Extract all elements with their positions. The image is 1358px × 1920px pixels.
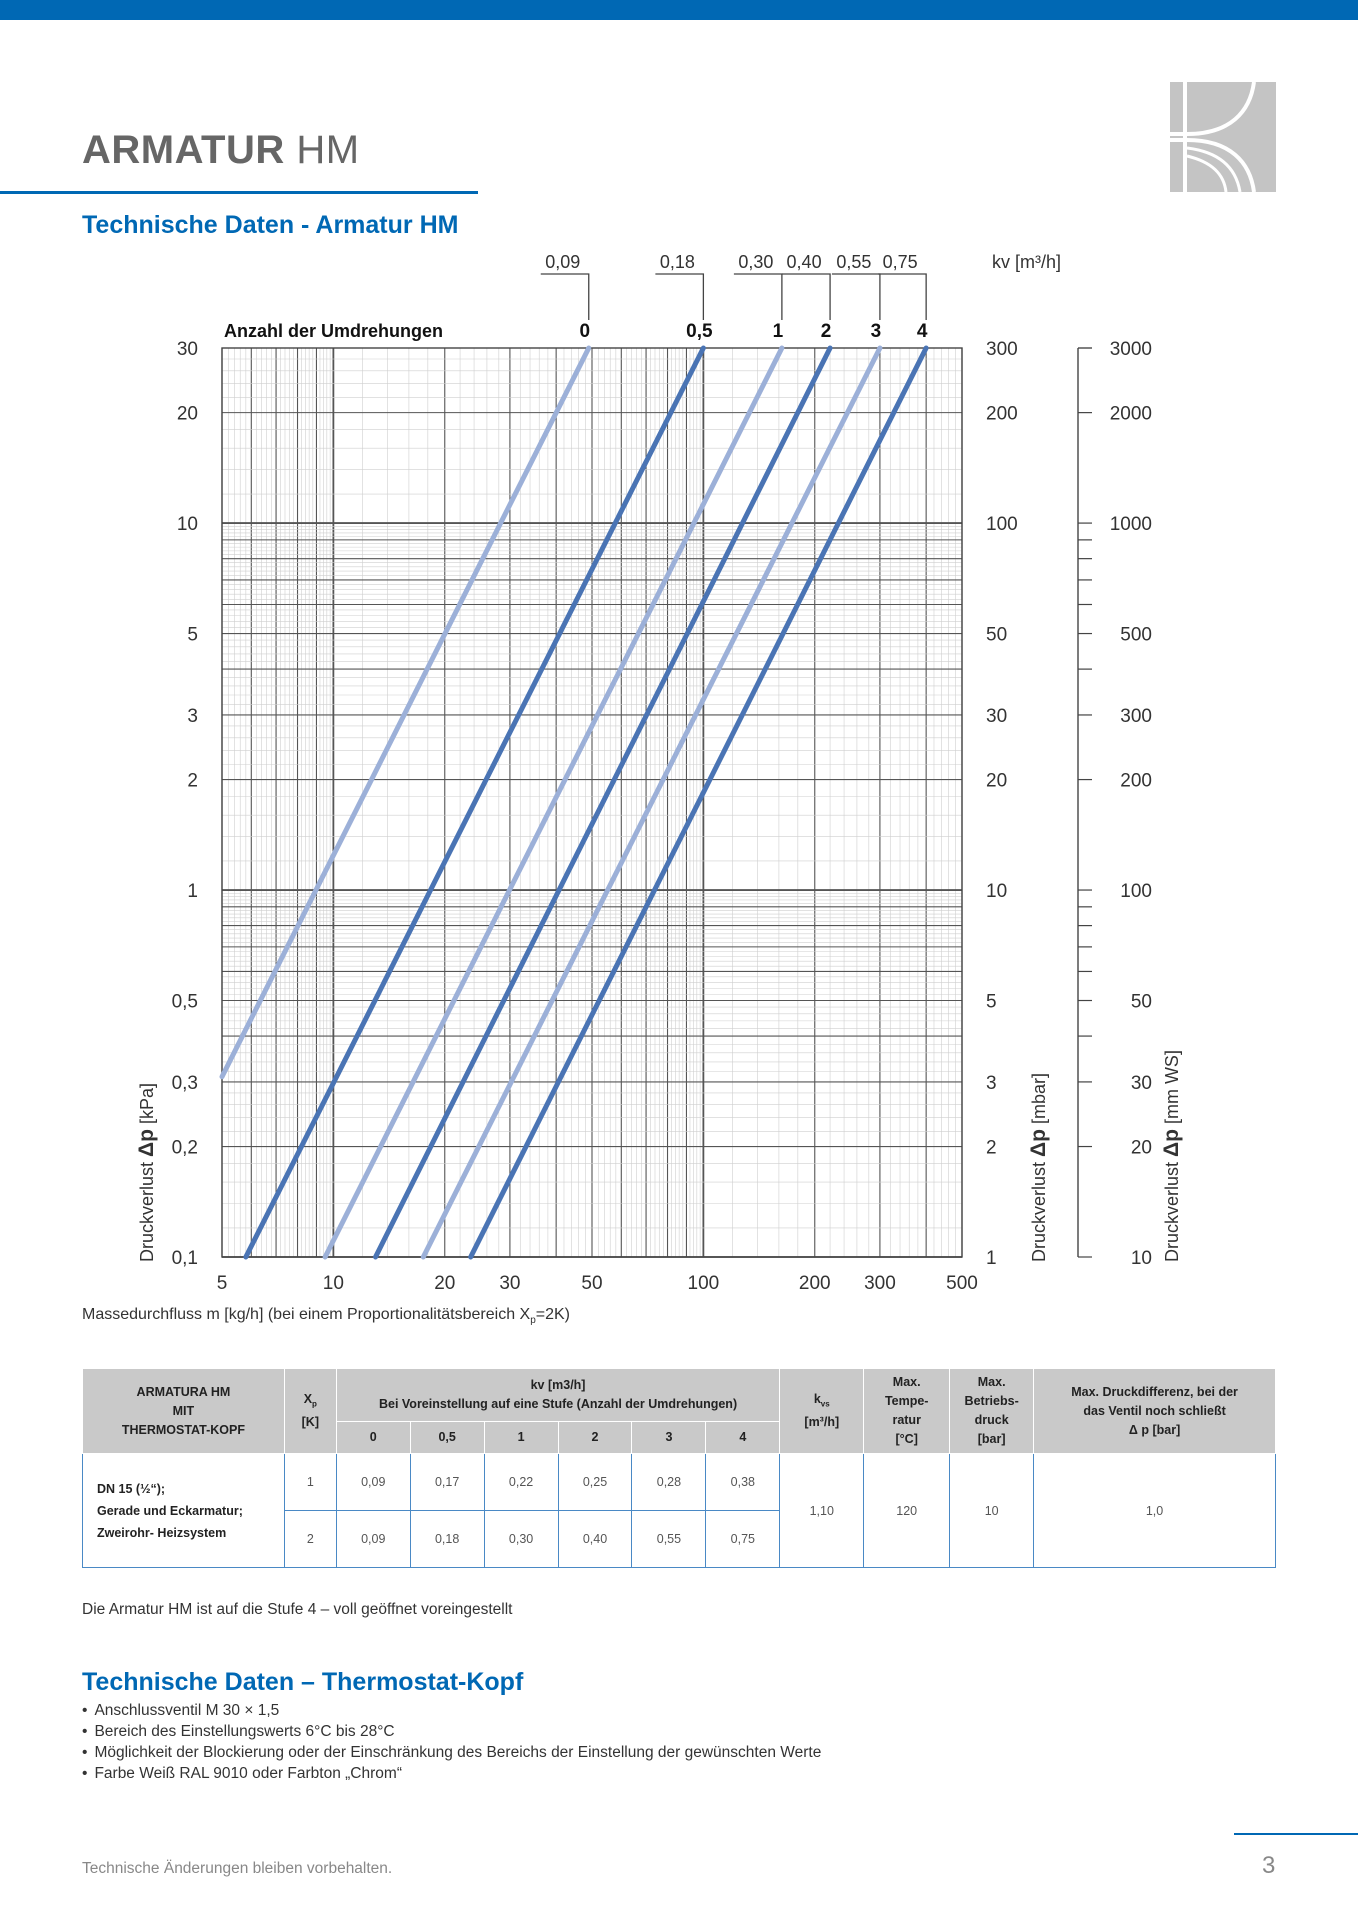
kv-leader-line bbox=[878, 274, 926, 320]
y-tick-label-mbar: 3 bbox=[986, 1072, 997, 1094]
x-tick-label: 50 bbox=[581, 1273, 603, 1294]
x-tick-label: 20 bbox=[434, 1273, 456, 1294]
kv-label: 0,18 bbox=[659, 252, 695, 272]
y-tick-label-mbar: 100 bbox=[986, 514, 1018, 536]
x-tick-label: 5 bbox=[216, 1273, 228, 1294]
header-druckdifferenz: Max. Druckdifferenz, bei der das Ventil noch schließt Δ p [bar] bbox=[1034, 1369, 1276, 1454]
y-tick-label-mbar: 2 bbox=[986, 1137, 997, 1159]
header-kvs: $k_{vs}$ [m³/h] bbox=[780, 1369, 864, 1454]
header-step: 0,5 bbox=[410, 1422, 484, 1454]
y-tick-label-mbar: 10 bbox=[986, 881, 1008, 903]
x-tick-label: 200 bbox=[798, 1273, 831, 1294]
x-tick-label: 100 bbox=[687, 1273, 720, 1294]
header-step: 3 bbox=[632, 1422, 706, 1454]
spec-table bbox=[82, 1368, 1276, 1568]
cell-kv: 0,30 bbox=[484, 1511, 558, 1568]
cell-kv: 0,25 bbox=[558, 1454, 632, 1511]
kv-label: 0,30 bbox=[738, 252, 774, 272]
page-number: 3 bbox=[1262, 1852, 1276, 1879]
y-tick-label-kpa: 0,1 bbox=[171, 1248, 198, 1269]
y-tick-label-kpa: 2 bbox=[187, 770, 198, 792]
y-tick-label-mmws: 50 bbox=[1130, 991, 1152, 1013]
kv-label: 0,40 bbox=[786, 252, 822, 272]
x-tick-label: 30 bbox=[499, 1273, 521, 1294]
y-tick-label-mbar: 5 bbox=[986, 991, 997, 1013]
cell-kv: 0,09 bbox=[336, 1454, 410, 1511]
y-axis-title-mmws: Druckverlust Δp [mm WS] bbox=[1160, 1050, 1183, 1262]
header-xp: $X_p$ [K] bbox=[284, 1369, 336, 1454]
kv-leader-line bbox=[541, 274, 589, 320]
series-line-0 bbox=[222, 348, 589, 1077]
header-druck: Max. Betriebs- druck [bar] bbox=[950, 1369, 1034, 1454]
kv-label: 0,55 bbox=[836, 252, 872, 272]
cell-kv: 0,38 bbox=[706, 1454, 780, 1511]
page-title: ARMATUR HM bbox=[82, 128, 360, 172]
y-tick-label-mmws: 30 bbox=[1130, 1072, 1152, 1094]
x-tick-label: 500 bbox=[946, 1273, 978, 1294]
cell-kv: 0,75 bbox=[706, 1511, 780, 1568]
cell-druckdifferenz: 1,0 bbox=[1034, 1454, 1276, 1568]
list-item: • Möglichkeit der Blockierung oder der Einschränkung des Bereichs der Einstellung der gewünschten Werte bbox=[82, 1742, 821, 1763]
cell-kv: 0,55 bbox=[632, 1511, 706, 1568]
cell-temp: 120 bbox=[864, 1454, 950, 1568]
cell-kv: 0,17 bbox=[410, 1454, 484, 1511]
y-tick-label-kpa: 1 bbox=[187, 881, 198, 903]
cell-kv: 0,22 bbox=[484, 1454, 558, 1511]
y-tick-label-mbar: 200 bbox=[986, 403, 1018, 425]
footer-rule bbox=[1234, 1833, 1358, 1835]
table-row bbox=[83, 1454, 1276, 1511]
section-heading-armatur: Technische Daten - Armatur HM bbox=[82, 211, 459, 239]
kv-leader-line bbox=[832, 274, 880, 320]
y-tick-label-kpa: 30 bbox=[176, 339, 198, 360]
series-line-1 bbox=[325, 348, 782, 1257]
header-step: 1 bbox=[484, 1422, 558, 1454]
series-line-2 bbox=[376, 348, 831, 1257]
y-tick-label-kpa: 0,2 bbox=[171, 1137, 198, 1159]
y-tick-label-mmws: 200 bbox=[1120, 770, 1152, 792]
series-name-label: 4 bbox=[916, 321, 928, 342]
y-tick-label-mmws: 500 bbox=[1120, 624, 1152, 646]
y-tick-label-mmws: 2000 bbox=[1109, 403, 1152, 425]
header-step: 0 bbox=[336, 1422, 410, 1454]
cell-kv: 0,09 bbox=[336, 1511, 410, 1568]
cell-druck: 10 bbox=[950, 1454, 1034, 1568]
list-item: • Farbe Weiß RAL 9010 oder Farbton „Chrom“ bbox=[82, 1763, 821, 1784]
y-tick-label-kpa: 5 bbox=[187, 624, 198, 646]
y-axis-title-mbar: Druckverlust Δp [mbar] bbox=[1027, 1073, 1050, 1262]
y-tick-label-mbar: 300 bbox=[986, 339, 1018, 360]
row-label: DN 15 (½“); Gerade und Eckarmatur; Zweirohr- Heizsystem bbox=[83, 1454, 285, 1568]
y-tick-label-mbar: 50 bbox=[986, 624, 1008, 646]
y-tick-label-kpa: 0,3 bbox=[171, 1072, 198, 1094]
kv-leader-line bbox=[655, 274, 703, 320]
series-name-label: 3 bbox=[870, 321, 882, 342]
thermostat-feature-list bbox=[82, 1700, 821, 1784]
x-tick-label: 300 bbox=[864, 1273, 896, 1294]
chart-grid bbox=[222, 348, 962, 1257]
header-armatura: ARMATURA HM MIT THERMOSTAT-KOPF bbox=[83, 1369, 285, 1454]
y-tick-label-kpa: 0,5 bbox=[171, 991, 198, 1013]
header-step: 2 bbox=[558, 1422, 632, 1454]
x-tick-label: 10 bbox=[322, 1273, 344, 1294]
cell-kv: 0,18 bbox=[410, 1511, 484, 1568]
y-tick-label-kpa: 10 bbox=[176, 514, 198, 536]
y-tick-label-mbar: 1 bbox=[986, 1248, 997, 1269]
header-kv: kv [m3/h] Bei Voreinstellung auf eine Stufe (Anzahl der Umdrehungen) bbox=[336, 1369, 780, 1422]
y-tick-label-mmws: 1000 bbox=[1109, 514, 1152, 536]
header-step: 4 bbox=[706, 1422, 780, 1454]
list-item: • Anschlussventil M 30 × 1,5 bbox=[82, 1700, 821, 1721]
y-tick-label-mbar: 20 bbox=[986, 770, 1008, 792]
series-name-label: 2 bbox=[820, 321, 832, 342]
y-tick-label-mmws: 10 bbox=[1130, 1248, 1152, 1269]
series-name-label: 0,5 bbox=[686, 321, 713, 342]
y-tick-label-mmws: 20 bbox=[1130, 1137, 1152, 1159]
section-heading-thermostat: Technische Daten – Thermostat-Kopf bbox=[82, 1668, 524, 1696]
kv-leader-line bbox=[782, 274, 830, 320]
y-tick-label-mmws: 3000 bbox=[1109, 339, 1152, 360]
series-name-label: 0 bbox=[579, 321, 591, 342]
series-line-0-5 bbox=[246, 348, 704, 1257]
series-line-3 bbox=[423, 348, 880, 1257]
cell-xp: 2 bbox=[284, 1511, 336, 1568]
y-tick-label-kpa: 20 bbox=[176, 403, 198, 425]
turns-label: Anzahl der Umdrehungen bbox=[224, 321, 444, 341]
cell-kvs: 1,10 bbox=[780, 1454, 864, 1568]
list-item: • Bereich des Einstellungswerts 6°C bis 28°C bbox=[82, 1721, 821, 1742]
cell-xp: 1 bbox=[284, 1454, 336, 1511]
kv-axis-label: kv [m³/h] bbox=[992, 252, 1062, 272]
kv-label: 0,75 bbox=[882, 252, 918, 272]
y-axis-title-kpa: Druckverlust Δp [kPa] bbox=[135, 1083, 158, 1262]
chart-x-caption: Massedurchfluss m [kg/h] (bei einem Proportionalitätsbereich $X_p=2K$) bbox=[82, 1306, 571, 1327]
preset-note: Die Armatur HM ist auf die Stufe 4 – voll geöffnet voreingestellt bbox=[82, 1601, 513, 1618]
kv-label: 0,09 bbox=[545, 252, 581, 272]
footer-disclaimer: Technische Änderungen bleiben vorbehalten. bbox=[82, 1860, 393, 1877]
series-name-label: 1 bbox=[772, 321, 784, 342]
cell-kv: 0,40 bbox=[558, 1511, 632, 1568]
header-temp: Max. Tempe- ratur [°C] bbox=[864, 1369, 950, 1454]
cell-kv: 0,28 bbox=[632, 1454, 706, 1511]
y-tick-label-mmws: 100 bbox=[1120, 881, 1152, 903]
y-tick-label-kpa: 3 bbox=[187, 705, 198, 727]
y-tick-label-mmws: 300 bbox=[1120, 705, 1152, 727]
kv-leader-line bbox=[734, 274, 782, 320]
y-tick-label-mbar: 30 bbox=[986, 705, 1008, 727]
